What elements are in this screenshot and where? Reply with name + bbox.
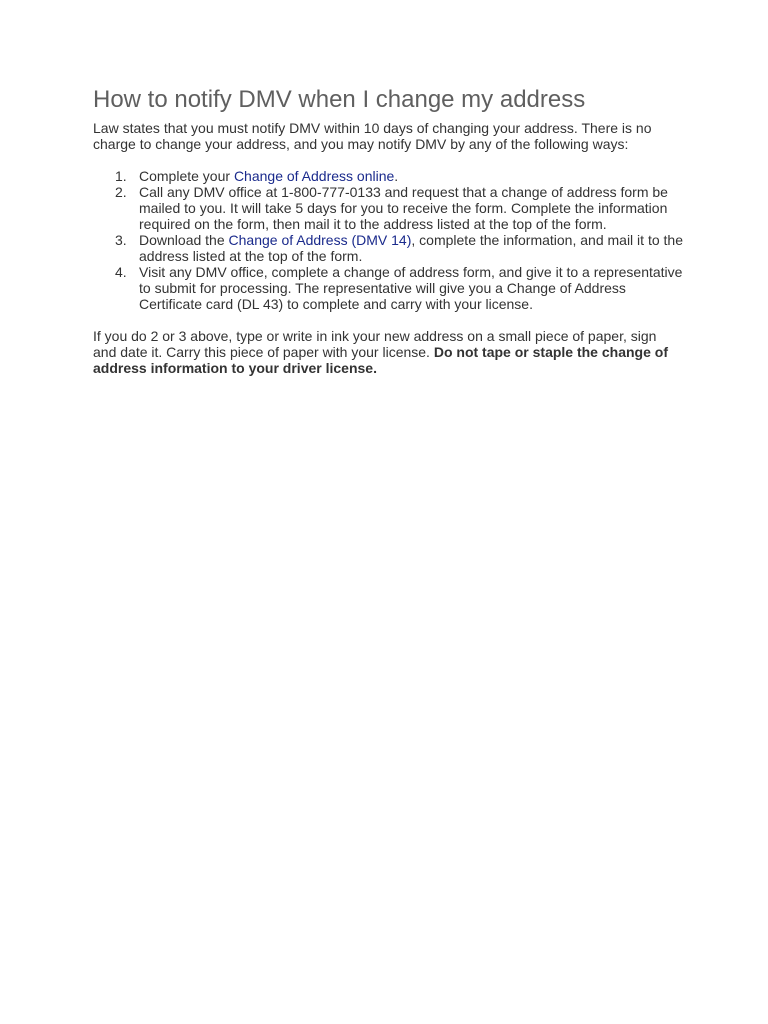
step-number: 3. <box>115 232 127 248</box>
list-item-3 <box>93 232 683 264</box>
closing-paragraph <box>93 328 683 376</box>
steps-list <box>93 168 683 312</box>
step-text: Visit any DMV office, complete a change of address form, and give it to a representative to submit for processing. The representative will give you a Change of Address Certificate card (DL 43) to complete and carry with your license. <box>139 264 683 312</box>
step-text: . <box>394 168 399 184</box>
step-text: Complete your <box>139 168 234 184</box>
closing-warning: Do not tape or staple the change of address information to your driver license. <box>93 344 668 376</box>
step-text: Call any DMV office at 1-800-777-0133 and request that a change of address form be mailed to you. It will take 5 days for you to receive the form. Complete the information required on the form, then mail it to the address listed at the top of the form. <box>139 184 668 232</box>
step-number: 4. <box>115 264 127 280</box>
step-number: 1. <box>115 168 127 184</box>
page-title: How to notify DMV when I change my address <box>93 86 586 113</box>
change-of-address-online-link[interactable]: Change of Address online <box>233 168 395 184</box>
list-item-2 <box>93 184 683 232</box>
closing-text: If you do 2 or 3 above, type or write in ink your new address on a small piece of paper, sign and date it. Carry this piece of paper with your license. <box>93 328 657 360</box>
step-text: Download the <box>139 232 229 248</box>
step-text: , complete the information, and mail it to the address listed at the top of the form. <box>139 232 683 264</box>
document-page <box>93 86 683 376</box>
list-item-4 <box>93 264 683 312</box>
change-of-address-dmv14-link[interactable]: Change of Address (DMV 14) <box>228 232 412 248</box>
intro-paragraph: Law states that you must notify DMV within 10 days of changing your address. There is no charge to change your address, and you may notify DMV by any of the following ways: <box>93 120 652 152</box>
list-item-1 <box>93 168 683 184</box>
step-number: 2. <box>115 184 127 200</box>
